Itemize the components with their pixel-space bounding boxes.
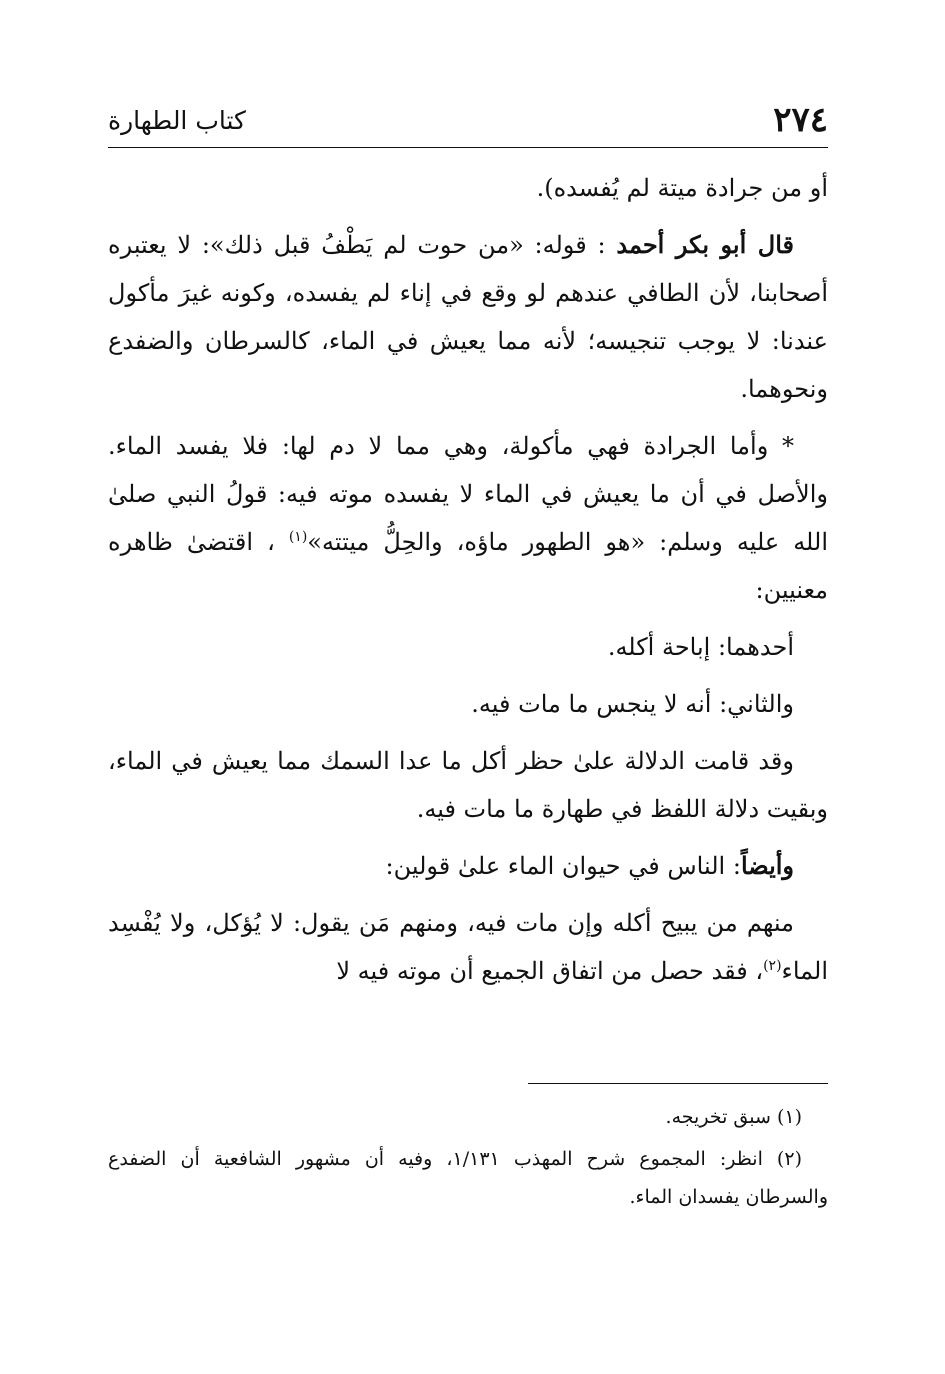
footnote-rule <box>528 1083 828 1084</box>
paragraph-6-text: وقد قامت الدلالة علىٰ حظر أكل ما عدا السمك مما يعيش في الماء، وبقيت دلالة اللفظ في طهارة ما مات فيه. <box>108 747 828 823</box>
running-header <box>108 100 828 144</box>
paragraph-6 <box>108 737 828 833</box>
book-page <box>108 0 828 1374</box>
paragraph-7-lead: وأيضاً <box>740 851 794 880</box>
header-rule <box>108 147 828 148</box>
paragraph-3-text-b: ، اقتضىٰ ظاهره معنيين: <box>108 528 828 604</box>
paragraph-2 <box>108 221 828 413</box>
paragraph-5 <box>108 680 828 728</box>
footnote-2: (٢) انظر: المجموع شرح المهذب ١/١٣١، وفيه أن مشهور الشافعية أن الضفدع والسرطان يفسدان الماء. <box>108 1148 828 1208</box>
paragraph-4 <box>108 623 828 671</box>
paragraph-1 <box>108 164 828 212</box>
footnote-1: (١) سبق تخريجه. <box>665 1106 802 1128</box>
main-text <box>108 164 828 1004</box>
paragraph-4-text: أحدهما: إباحة أكله. <box>607 633 794 661</box>
paragraph-2-text: : قوله: «من حوت لم يَطْفُ قبل ذلك»: لا يعتبره أصحابنا، لأن الطافي عندهم لو وقع في إناء لم يفسده، وكونه غيرَ مأكول عندنا: لا يوجب تنجيسه؛ لأنه مما يعيش في الماء، كالسرطان والضفدع ونحوهما. <box>108 231 828 403</box>
footnote-ref-2: (٢) <box>763 958 782 974</box>
paragraph-5-text: والثاني: أنه لا ينجس ما مات فيه. <box>471 690 794 718</box>
paragraph-7 <box>108 842 828 890</box>
footnotes <box>108 1098 828 1220</box>
page-number: ٢٧٤ <box>773 100 828 140</box>
paragraph-8-text-b: ، فقد حصل من اتفاق الجميع أن موته فيه لا <box>336 957 764 985</box>
footnote-ref-1: (١) <box>288 529 308 545</box>
book-title: كتاب الطهارة <box>108 106 246 135</box>
paragraph-3 <box>108 422 828 614</box>
paragraph-8 <box>108 899 828 995</box>
paragraph-1-text: أو من جرادة ميتة لم يُفسده). <box>536 174 828 202</box>
paragraph-3-text-a: * وأما الجرادة فهي مأكولة، وهي مما لا دم لها: فلا يفسد الماء. والأصل في أن ما يعيش في الماء لا يفسده موته فيه: قولُ النبي صلىٰ الله عليه وسلم: «هو الطهور ماؤه، والحِلُّ ميتته» <box>108 432 828 556</box>
paragraph-7-text: : الناس في حيوان الماء علىٰ قولين: <box>385 852 741 880</box>
paragraph-8-text-a: منهم من يبيح أكله وإن مات فيه، ومنهم مَن يقول: لا يُؤكل، ولا يُفْسِد الماء <box>108 909 828 985</box>
speaker-name: قال أبو بكر أحمد <box>616 230 794 259</box>
